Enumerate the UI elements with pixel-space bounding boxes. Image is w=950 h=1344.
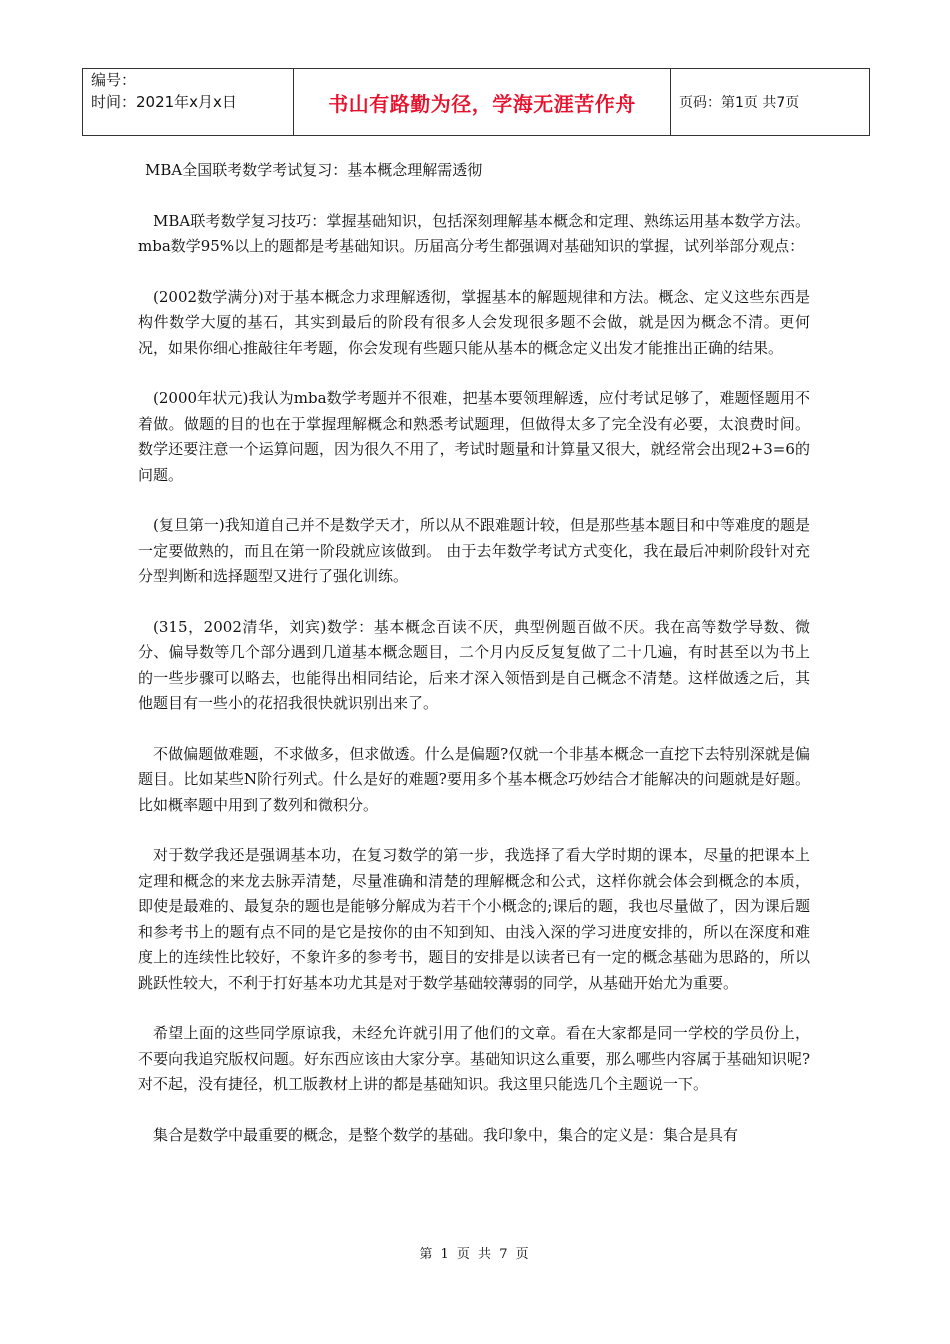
header-page-info: 页码：第1页 共7页 [671,69,870,136]
paragraph: 希望上面的这些同学原谅我，未经允许就引用了他们的文章。看在大家都是同一学校的学员份上，不要向我追究版权问题。好东西应该由大家分享。基础知识这么重要，那么哪些内容属于基础知识呢? 对不起，没有捷径，机工版教材上讲的都是基础知识。我这里只能选几个主题说一下。 [138,1024,810,1093]
paragraph: MBA联考数学复习技巧：掌握基础知识，包括深刻理解基本概念和定理、熟练运用基本数学方法。mba数学95%以上的题都是考基础知识。历届高分考生都强调对基础知识的掌握，试列举部分观点： [138,211,810,255]
paragraph: (2002数学满分)对于基本概念力求理解透彻，掌握基本的解题规律和方法。概念、定义这些东西是构件数学大厦的基石，其实到最后的阶段有很多人会发现很多题不会做，就是因为概念不清。更何况，如果你细心推敲往年考题，你会发现有些题只能从基本的概念定义出发才能推出正确的结果。 [138,287,810,357]
paragraph: 对于数学我还是强调基本功，在复习数学的第一步，我选择了看大学时期的课本，尽量的把课本上定理和概念的来龙去脉弄清楚，尽量准确和清楚的理解概念和公式，这样你就会体会到概念的本质，即使是最难的、最复杂的题也是能够分解成为若干个小概念的;课后的题，我也尽量做了，因为课后题和参考书上的题有点不同的是它是按你的由不知到知、由浅入深的学习进度安排的，所以在深度和难度上的连续性比较好，不象许多的参考书，题目的安排是以读者已有一定的概念基础为思路的，所以跳跃性较大，不利于打好基本功尤其是对于数学基础较薄弱的同学，从基础开始尤为重要。 [138,846,810,992]
document-title: MBA全国联考数学考试复习：基本概念理解需透彻 [145,161,483,179]
page-footer: 第 1 页 共 7 页 [419,1247,531,1262]
date-label: 时间：2021年x月x日 [91,93,237,111]
header-motto: 书山有路勤为径，学海无涯苦作舟 [294,69,671,136]
header-meta-cell [83,69,294,136]
paragraph: 集合是数学中最重要的概念，是整个数学的基础。我印象中，集合的定义是：集合是具有 [153,1125,739,1144]
paragraph: (复旦第一)我知道自己并不是数学天才，所以从不跟难题计较，但是那些基本题目和中等难度的题是一定要做熟的，而且在第一阶段就应该做到。 由于去年数学考试方式变化，我在最后冲刺阶段针对充分型判断和选择题型又进行了强化训练。 [138,516,810,585]
number-label: 编号： [91,71,137,89]
document-body [138,158,810,1148]
document-header [82,68,870,136]
paragraph: 不做偏题做难题，不求做多，但求做透。什么是偏题?仅就一个非基本概念一直挖下去特别深就是偏题目。比如某些N阶行列式。什么是好的难题?要用多个基本概念巧妙结合才能解决的问题就是好题。比如概率题中用到了数列和微积分。 [138,744,810,814]
paragraph: (2000年状元)我认为mba数学考题并不很难，把基本要领理解透，应付考试足够了，难题怪题用不着做。做题的目的也在于掌握理解概念和熟悉考试题理，但做得太多了完全没有必要，太浪费时间。数学还要注意一个运算问题，因为很久不用了，考试时题量和计算量又很大，就经常会出现2+3=6的问题。 [138,389,810,484]
paragraph: (315，2002清华，刘宾)数学：基本概念百读不厌，典型例题百做不厌。我在高等数学导数、微分、偏导数等几个部分遇到几道基本概念题目，二个月内反反复复做了二十几遍，有时甚至以为书上的一些步骤可以略去，也能得出相同结论，后来才深入领悟到是自己概念不清楚。这样做透之后，其他题目有一些小的花招我很快就识别出来了。 [138,617,810,712]
